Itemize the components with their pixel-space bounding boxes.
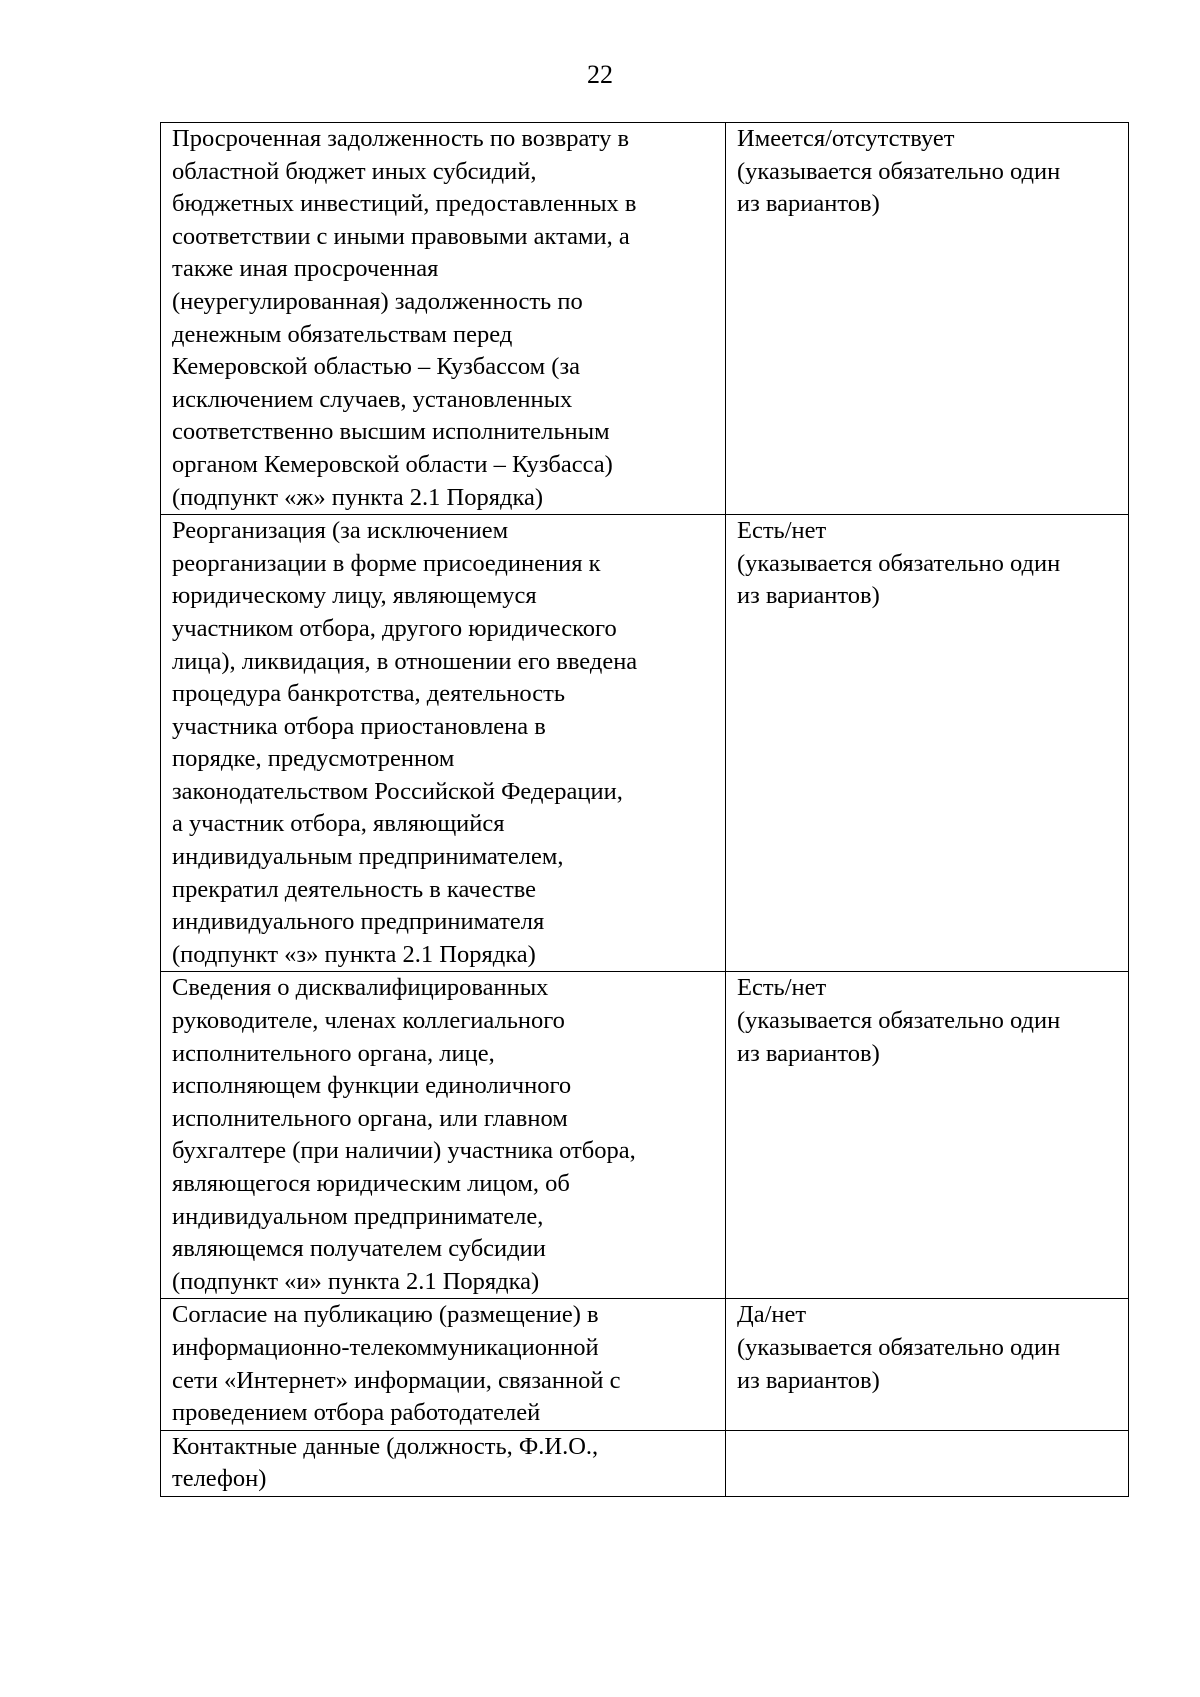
criterion-cell — [161, 972, 726, 1299]
criterion-text-line: Кемеровской областью – Кузбассом (за — [172, 353, 581, 381]
criterion-text-line: исключением случаев, установленных — [172, 385, 573, 413]
criterion-text-line: Реорганизация (за исключением — [172, 517, 509, 545]
criterion-text-line: (подпункт «ж» пункта 2.1 Порядка) — [172, 483, 544, 511]
answer-text-line: (указывается обязательно один — [737, 157, 1061, 185]
criterion-text-line: (подпункт «з» пункта 2.1 Порядка) — [172, 940, 536, 968]
answer-text-line: Есть/нет — [737, 517, 827, 545]
criterion-text-line: областной бюджет иных субсидий, — [172, 157, 537, 185]
answer-text-line: из вариантов) — [737, 190, 880, 218]
criterion-text-line: индивидуального предпринимателя — [172, 908, 545, 936]
criterion-cell — [161, 1299, 726, 1430]
criterion-text-line: (подпункт «и» пункта 2.1 Порядка) — [172, 1267, 540, 1295]
criterion-text-line: (неурегулированная) задолженность по — [172, 287, 583, 315]
criterion-text-line: прекратил деятельность в качестве — [172, 875, 537, 903]
criterion-text-line: порядке, предусмотренном — [172, 745, 455, 773]
page-number: 22 — [587, 60, 613, 89]
criterion-text-line: также иная просроченная — [172, 255, 439, 283]
criterion-text-line: юридическому лицу, являющемуся — [172, 582, 537, 610]
criterion-text-line: денежным обязательствам перед — [172, 320, 513, 348]
criterion-text-line: сети «Интернет» информации, связанной с — [172, 1366, 621, 1394]
answer-cell — [726, 515, 1129, 972]
criterion-text-line: Просроченная задолженность по возврату в — [172, 125, 630, 152]
criterion-text-line: исполняющем функции единоличного — [172, 1072, 572, 1100]
criterion-text-line: Сведения о дисквалифицированных — [172, 974, 549, 1002]
criterion-text-line: индивидуальном предпринимателе, — [172, 1202, 544, 1230]
criterion-text-line: индивидуальным предпринимателем, — [172, 843, 564, 871]
table-body — [161, 123, 1129, 1497]
table-row — [161, 972, 1129, 1299]
criterion-text-line: являющемся получателем субсидии — [172, 1235, 546, 1263]
criterion-text-line: информационно-телекоммуникационной — [172, 1333, 599, 1361]
criterion-text-line: соответствии с иными правовыми актами, а — [172, 222, 630, 250]
answer-text-line: из вариантов) — [737, 582, 880, 610]
criterion-text-line: бюджетных инвестиций, предоставленных в — [172, 190, 637, 218]
answer-cell — [726, 123, 1129, 515]
criterion-text-line: законодательством Российской Федерации, — [172, 777, 623, 805]
answer-text-line: (указывается обязательно один — [737, 549, 1061, 577]
criterion-text-line: реорганизации в форме присоединения к — [172, 549, 601, 577]
criterion-cell — [161, 1430, 726, 1496]
table-row — [161, 1430, 1129, 1496]
answer-text-line: Да/нет — [737, 1301, 807, 1329]
answer-text-line: (указывается обязательно один — [737, 1007, 1061, 1035]
answer-text-line: из вариантов) — [737, 1366, 880, 1394]
criterion-text-line: бухгалтере (при наличии) участника отбора, — [172, 1137, 636, 1165]
table-row — [161, 1299, 1129, 1430]
criterion-text-line: телефон) — [172, 1465, 267, 1493]
criterion-text-line: лица), ликвидация, в отношении его введена — [172, 647, 638, 675]
criterion-text-line: органом Кемеровской области – Кузбасса) — [172, 450, 613, 478]
answer-text-line: из вариантов) — [737, 1039, 880, 1067]
table-row — [161, 123, 1129, 515]
criterion-text-line: Согласие на публикацию (размещение) в — [172, 1301, 599, 1329]
answer-cell — [726, 1299, 1129, 1430]
criterion-text-line: соответственно высшим исполнительным — [172, 418, 610, 446]
criterion-cell — [161, 515, 726, 972]
answer-text-line: (указывается обязательно один — [737, 1333, 1061, 1361]
criterion-text-line: являющегося юридическим лицом, об — [172, 1170, 570, 1197]
criterion-text-line: исполнительного органа, или главном — [172, 1104, 568, 1132]
criterion-cell — [161, 123, 726, 515]
answer-cell — [726, 1430, 1129, 1496]
answer-cell — [726, 972, 1129, 1299]
requirements-table — [160, 122, 1129, 1497]
answer-text-line: Имеется/отсутствует — [737, 125, 955, 152]
criterion-text-line: участника отбора приостановлена в — [172, 712, 546, 740]
criterion-text-line: руководителе, членах коллегиального — [172, 1007, 565, 1035]
criterion-text-line: исполнительного органа, лице, — [172, 1039, 495, 1067]
criterion-text-line: Контактные данные (должность, Ф.И.О., — [172, 1432, 599, 1460]
criterion-text-line: процедура банкротства, деятельность — [172, 680, 566, 708]
criterion-text-line: проведением отбора работодателей — [172, 1399, 541, 1427]
criterion-text-line: а участник отбора, являющийся — [172, 810, 505, 838]
answer-text-line: Есть/нет — [737, 974, 827, 1002]
table-row — [161, 515, 1129, 972]
criterion-text-line: участником отбора, другого юридического — [172, 614, 617, 642]
